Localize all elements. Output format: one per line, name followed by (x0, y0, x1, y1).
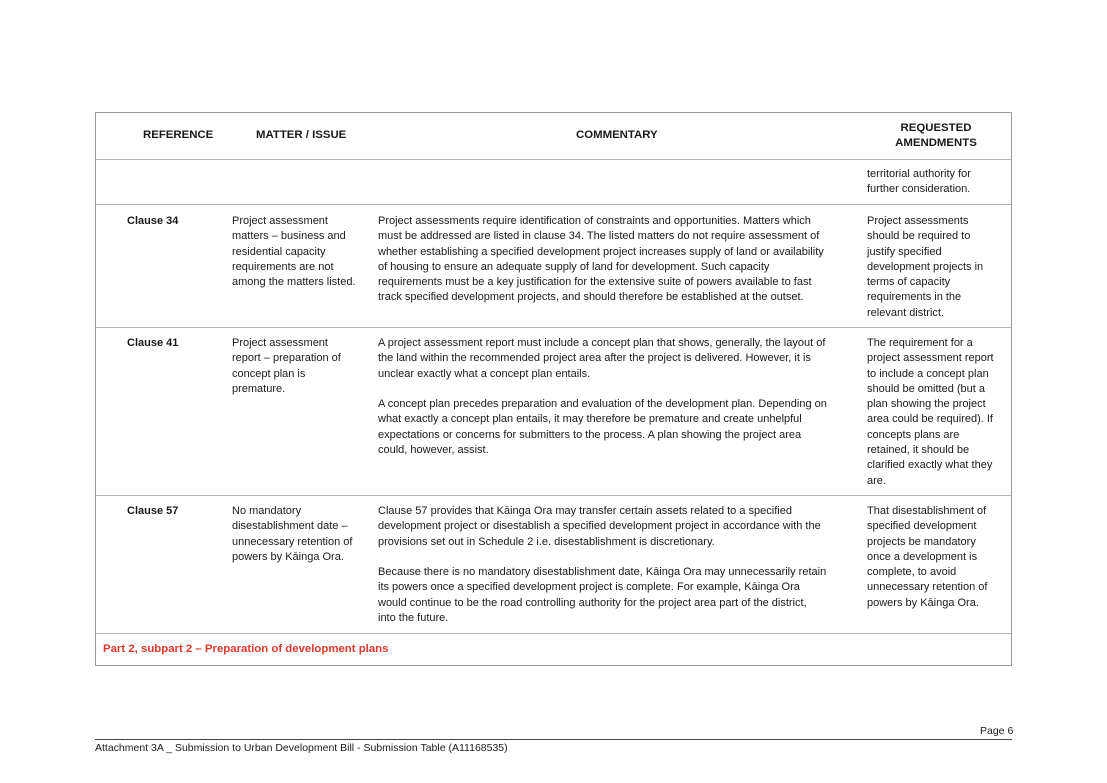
text-line: powers by Kāinga Ora. (867, 596, 979, 609)
text-line: among the matters listed. (232, 276, 356, 289)
amendments-cell (867, 504, 1007, 611)
text-line: requirements must be a key justification for the extensive suite of powers available to fast (378, 276, 812, 289)
text-line: provisions set out in Schedule 2 i.e. disestablishment is discretionary. (378, 535, 715, 548)
text-line: would continue to be the road controlling authority for the project area part of the district, (378, 596, 807, 609)
text-line: requirements are not (232, 260, 334, 273)
commentary-paragraph (378, 504, 858, 550)
section-heading: Part 2, subpart 2 – Preparation of development plans (103, 643, 389, 655)
amendments-cell (867, 336, 1007, 489)
text-line: should be required to (867, 230, 971, 243)
table-header-row (96, 113, 1011, 160)
text-line: Project assessments require identification of constraints and opportunities. Matters which (378, 215, 811, 227)
text-line: once a development is (867, 550, 978, 563)
footer-text: Attachment 3A _ Submission to Urban Development Bill - Submission Table (A11168535) (95, 742, 508, 754)
text-line: Project assessment (232, 215, 328, 227)
matter-cell (232, 336, 372, 397)
table-row-continued (96, 160, 1011, 205)
text-line: A concept plan precedes preparation and evaluation of the development plan. Depending on (378, 398, 827, 411)
text-line: plan showing the project (867, 398, 986, 411)
page-number: Page 6 (980, 725, 1014, 737)
text-line: should be omitted (but a (867, 382, 986, 395)
text-line: report – preparation of (232, 352, 341, 365)
text-line: premature. (232, 382, 286, 395)
amendments-cell (867, 167, 1007, 198)
text-line: The requirement for a (867, 337, 973, 349)
text-line: into the future. (378, 612, 449, 625)
text-line: clarified exactly what they (867, 459, 993, 472)
text-line: track specified development projects, and should therefore be established at the outset. (378, 291, 804, 304)
commentary-cell (378, 504, 858, 626)
text-line: Project assessments (867, 215, 969, 227)
text-line: requirements in the (867, 291, 962, 304)
header-requested-amendments (866, 121, 1006, 152)
text-line: No mandatory (232, 505, 302, 517)
matter-cell (232, 504, 372, 565)
text-line: unnecessary retention of (867, 581, 988, 594)
text-line: of housing to ensure an adequate supply of land for development. Such capacity (378, 260, 770, 273)
text-line: further consideration. (867, 183, 971, 196)
text-line: Project assessment (232, 337, 328, 349)
text-line: concept plan is (232, 367, 306, 380)
text-line: what exactly a concept plan entails, it may therefore be premature and create unhelpful (378, 413, 802, 426)
text-line: development projects in (867, 260, 984, 273)
commentary-cell (378, 336, 858, 458)
text-line: unnecessary retention of (232, 535, 353, 548)
text-line: whether establishing a specified development project increases supply of land or availability (378, 245, 824, 258)
text-line: must be addressed are listed in clause 34. The listed matters do not require assessment of (378, 230, 820, 243)
text-line: matters – business and (232, 230, 346, 243)
text-line: project assessment report (867, 352, 994, 365)
text-line: projects be mandatory (867, 535, 976, 548)
text-line: unclear exactly what a concept plan entails. (378, 367, 591, 380)
text-line: residential capacity (232, 245, 326, 258)
text-line: justify specified (867, 245, 942, 258)
footer-divider (95, 739, 1012, 740)
matter-cell (232, 214, 372, 290)
text-line: development project or disestablish a specified development project in accordance with the (378, 520, 821, 533)
text-line: concepts plans are (867, 428, 960, 441)
text-line: expectations or concerns for submitters to the process. A plan showing the project area (378, 428, 802, 441)
reference-cell: Clause 41 (127, 337, 179, 349)
table-row-clause-57 (96, 496, 1011, 634)
reference-cell: Clause 34 (127, 215, 179, 227)
text-line: terms of capacity (867, 276, 951, 289)
text-line: could, however, assist. (378, 444, 489, 457)
commentary-paragraph (378, 565, 858, 626)
text-line: Clause 57 provides that Kāinga Ora may transfer certain assets related to a specified (378, 505, 792, 517)
header-reference: REFERENCE (143, 129, 214, 141)
text-line: to include a concept plan (867, 367, 989, 380)
text-line: the land within the recommended project area after the project is delivered. However, it is (378, 352, 811, 365)
commentary-cell (378, 214, 858, 306)
text-line: retained, it should be (867, 444, 970, 457)
text-line: complete, to avoid (867, 566, 957, 579)
header-amendments-line-2: AMENDMENTS (895, 137, 977, 150)
text-line: A project assessment report must include a concept plan that shows, generally, the layout of (378, 337, 826, 349)
text-line: specified development (867, 520, 977, 533)
reference-cell: Clause 57 (127, 505, 179, 517)
text-line: disestablishment date – (232, 520, 348, 533)
table-row-clause-41 (96, 328, 1011, 496)
header-amendments-line-1: REQUESTED (900, 122, 972, 134)
text-line: territorial authority for (867, 168, 971, 180)
text-line: relevant district. (867, 306, 945, 319)
text-line: Because there is no mandatory disestablishment date, Kāinga Ora may unnecessarily retain (378, 566, 827, 579)
header-matter-issue: MATTER / ISSUE (256, 129, 347, 141)
text-line: That disestablishment of (867, 505, 987, 517)
text-line: area could be required). If (867, 413, 993, 426)
section-heading-row (96, 634, 1011, 665)
amendments-cell (867, 214, 1007, 321)
header-commentary: COMMENTARY (576, 129, 658, 141)
text-line: are. (867, 474, 886, 487)
commentary-paragraph (378, 397, 858, 458)
table-row-clause-34 (96, 205, 1011, 328)
submission-table (95, 112, 1012, 666)
commentary-paragraph (378, 336, 858, 382)
commentary-paragraph (378, 214, 858, 306)
text-line: powers by Kāinga Ora. (232, 550, 344, 563)
text-line: its powers once a specified development project is complete. For example, Kāinga Ora (378, 581, 800, 594)
